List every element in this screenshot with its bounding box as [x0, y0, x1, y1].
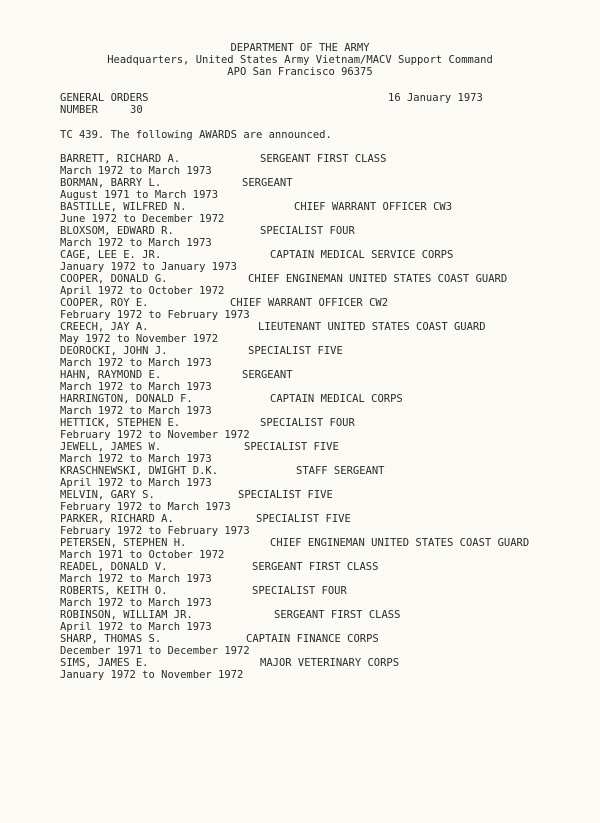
- order-number: 30: [130, 104, 143, 116]
- apo-heading: APO San Francisco 96375: [227, 66, 373, 78]
- awardee-rank: SERGEANT FIRST CLASS: [260, 153, 387, 165]
- awardee-rank: STAFF SERGEANT: [296, 465, 385, 477]
- award-entry: [60, 657, 580, 681]
- awardee-rank: LIEUTENANT UNITED STATES COAST GUARD: [258, 321, 486, 333]
- awardee-name: DEOROCKI, JOHN J.: [60, 345, 168, 357]
- intro-text: TC 439. The following AWARDS are announced.: [60, 129, 332, 141]
- award-entry: [60, 201, 580, 225]
- awardee-rank: CAPTAIN MEDICAL SERVICE CORPS: [270, 249, 454, 261]
- award-period: June 1972 to December 1972: [60, 213, 225, 225]
- awardee-rank: CHIEF ENGINEMAN UNITED STATES COAST GUARD: [270, 537, 530, 549]
- awardee-name: PETERSEN, STEPHEN H.: [60, 537, 187, 549]
- award-period: February 1972 to March 1973: [60, 501, 231, 513]
- award-entry: [60, 153, 580, 177]
- awardee-name: SHARP, THOMAS S.: [60, 633, 162, 645]
- awardee-name: SIMS, JAMES E.: [60, 657, 149, 669]
- award-entry: [60, 273, 580, 297]
- awardee-rank: SPECIALIST FIVE: [256, 513, 351, 525]
- award-entry: [60, 177, 580, 201]
- award-period: March 1972 to March 1973: [60, 597, 212, 609]
- awardee-rank: CHIEF WARRANT OFFICER CW2: [230, 297, 389, 309]
- award-period: March 1972 to March 1973: [60, 357, 212, 369]
- award-period: April 1972 to March 1973: [60, 477, 212, 489]
- awardee-rank: SERGEANT: [242, 177, 293, 189]
- award-entry: [60, 633, 580, 657]
- awardee-name: MELVIN, GARY S.: [60, 489, 155, 501]
- awardee-name: COOPER, DONALD G.: [60, 273, 168, 285]
- awardee-rank: CHIEF ENGINEMAN UNITED STATES COAST GUARD: [248, 273, 508, 285]
- awardee-name: PARKER, RICHARD A.: [60, 513, 174, 525]
- award-period: January 1972 to January 1973: [60, 261, 238, 273]
- award-entry: [60, 441, 580, 465]
- headquarters-heading: Headquarters, United States Army Vietnam/MACV Support Command: [107, 54, 493, 66]
- awardee-rank: SERGEANT: [242, 369, 293, 381]
- awardee-rank: SPECIALIST FIVE: [238, 489, 333, 501]
- award-period: March 1972 to March 1973: [60, 405, 212, 417]
- award-period: March 1972 to March 1973: [60, 381, 212, 393]
- award-entry: [60, 417, 580, 441]
- award-period: December 1971 to December 1972: [60, 645, 250, 657]
- award-entry: [60, 249, 580, 273]
- awardee-rank: SPECIALIST FOUR: [260, 225, 355, 237]
- award-period: March 1972 to March 1973: [60, 573, 212, 585]
- award-period: April 1972 to March 1973: [60, 621, 212, 633]
- awardee-name: CAGE, LEE E. JR.: [60, 249, 162, 261]
- award-period: March 1972 to March 1973: [60, 453, 212, 465]
- awardee-name: READEL, DONALD V.: [60, 561, 168, 573]
- award-entry: [60, 537, 580, 561]
- awardee-name: CREECH, JAY A.: [60, 321, 149, 333]
- awardee-rank: CAPTAIN FINANCE CORPS: [246, 633, 379, 645]
- award-period: May 1972 to November 1972: [60, 333, 219, 345]
- awardee-rank: SPECIALIST FOUR: [260, 417, 355, 429]
- awardee-name: BORMAN, BARRY L.: [60, 177, 162, 189]
- awardee-name: BARRETT, RICHARD A.: [60, 153, 181, 165]
- general-orders-label: GENERAL ORDERS: [60, 92, 149, 104]
- awardee-rank: SPECIALIST FIVE: [244, 441, 339, 453]
- award-period: January 1972 to November 1972: [60, 669, 244, 681]
- award-entry: [60, 225, 580, 249]
- award-entry: [60, 513, 580, 537]
- awardee-name: ROBINSON, WILLIAM JR.: [60, 609, 193, 621]
- awardee-name: JEWELL, JAMES W.: [60, 441, 162, 453]
- award-period: February 1972 to November 1972: [60, 429, 250, 441]
- award-period: August 1971 to March 1973: [60, 189, 219, 201]
- awardee-name: HETTICK, STEPHEN E.: [60, 417, 181, 429]
- awardee-rank: CAPTAIN MEDICAL CORPS: [270, 393, 403, 405]
- awardee-name: HARRINGTON, DONALD F.: [60, 393, 193, 405]
- awardee-name: KRASCHNEWSKI, DWIGHT D.K.: [60, 465, 219, 477]
- award-entry: [60, 393, 580, 417]
- awardee-rank: CHIEF WARRANT OFFICER CW3: [294, 201, 453, 213]
- award-period: March 1971 to October 1972: [60, 549, 225, 561]
- award-entry: [60, 609, 580, 633]
- awardee-rank: SPECIALIST FOUR: [252, 585, 347, 597]
- awardee-rank: SERGEANT FIRST CLASS: [274, 609, 401, 621]
- awardee-name: ROBERTS, KEITH O.: [60, 585, 168, 597]
- award-entry: [60, 369, 580, 393]
- awardee-name: COOPER, ROY E.: [60, 297, 149, 309]
- award-period: March 1972 to March 1973: [60, 237, 212, 249]
- number-label: NUMBER: [60, 104, 98, 116]
- award-entry: [60, 321, 580, 345]
- awardee-name: BASTILLE, WILFRED N.: [60, 201, 187, 213]
- award-entry: [60, 465, 580, 489]
- award-period: April 1972 to October 1972: [60, 285, 225, 297]
- department-heading: DEPARTMENT OF THE ARMY: [230, 42, 370, 54]
- awardee-name: BLOXSOM, EDWARD R.: [60, 225, 174, 237]
- awardee-rank: MAJOR VETERINARY CORPS: [260, 657, 400, 669]
- award-entry: [60, 297, 580, 321]
- award-period: March 1972 to March 1973: [60, 165, 212, 177]
- awardee-name: HAHN, RAYMOND E.: [60, 369, 162, 381]
- order-date: 16 January 1973: [388, 92, 483, 104]
- awardee-rank: SERGEANT FIRST CLASS: [252, 561, 379, 573]
- award-period: February 1972 to February 1973: [60, 525, 250, 537]
- award-entry: [60, 489, 580, 513]
- award-period: February 1972 to February 1973: [60, 309, 250, 321]
- award-entry: [60, 585, 580, 609]
- awardee-rank: SPECIALIST FIVE: [248, 345, 343, 357]
- award-entry: [60, 561, 580, 585]
- award-entry: [60, 345, 580, 369]
